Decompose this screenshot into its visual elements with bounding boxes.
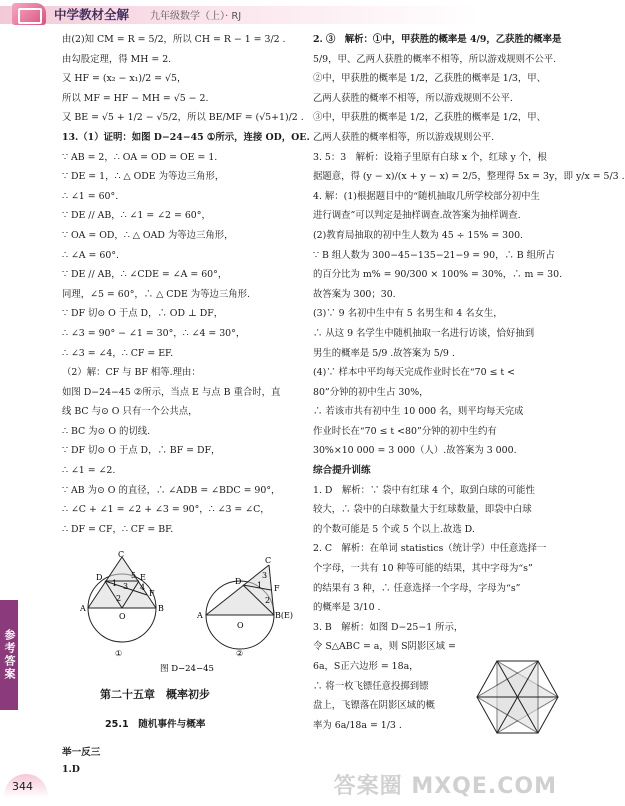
label-e: E [140,573,146,582]
line: (2)教育局抽取的初中生人数为 45 ÷ 15% = 300. [313,229,524,241]
line: 较大，∴ 袋中的白球数量大于红球数量，即袋中白球 [313,504,532,516]
line: 个字母，一共有 10 种等可能的结果，其中字母为“s” [313,563,533,575]
answer-item: 1.D [62,764,80,775]
figure-d-24-45 [60,550,310,674]
label-d: D [96,573,103,582]
line: 乙两人获胜的概率不相等，所以游戏规则不公平. [313,92,513,104]
line: ∵ B 组人数为 300−45−135−21−9 = 90，∴ B 组所占 [313,249,555,261]
hexagon-figure [475,655,560,740]
line: ∴ DF = CF，∴ CF = BF. [62,523,174,535]
line: 乙两人获胜的概率相等，所以游戏规则公平. [313,131,495,143]
line: ②中，甲获胜的概率是 1/2，乙获胜的概率是 1/3，甲、 [313,73,547,85]
line: ∴ BC 为⊙ O 的切线. [62,425,151,437]
label-c: C [118,550,125,559]
line: 3. B 解析：如图 D−25−1 所示， [313,621,464,633]
line: ∴ ∠1 = 60°. [62,190,119,202]
label-f: F [149,589,155,598]
line-q2: 2. ③ 解析：①中，甲获胜的概率是 4/9，乙获胜的概率是 [313,34,562,45]
line: ∴ ∠C + ∠1 = ∠2 + ∠3 = 90°，∴ ∠3 = ∠C， [62,504,270,516]
label-n2: 2 [116,594,122,603]
line: ∴ 若该市共有初中生 10 000 名，则平均每天完成 [313,406,524,418]
page-number: 344 [12,780,33,793]
line: 进行调查”可以判定是抽样调查.故答案为抽样调查. [313,210,521,222]
line: 由(2)知 CM = R = 5/2，所以 CH = R − 1 = 3/2 . [62,34,286,45]
label-c2: C [265,556,272,565]
label-a: A [80,604,86,613]
label-n3: 3 [123,582,129,591]
section-title: 25.1 随机事件与概率 [105,719,206,730]
figure-caption: 图 D−24−45 [160,664,214,674]
line: ③中，甲获胜的概率是 1/2，乙获胜的概率是 1/2，甲、 [313,112,547,124]
line: 令 S△ABC = a，则 S阴影区域 = [313,641,456,653]
line: ∴ ∠A = 60°. [62,249,119,261]
line: ∵ AB = 2，∴ OA = OD = OE = 1. [62,151,218,163]
line: ∴ 从这 9 名学生中随机抽取一名进行访谈，恰好抽到 [313,327,535,339]
page-number-badge [0,774,52,800]
figure-d-25-1 [475,655,560,740]
line: 据题意，得 (y − x)/(x + y − x) = 2/5，整理得 5x = 3y，即 y/x = 5/3 . [313,171,625,183]
line: ∵ OA = OD，∴ △ OAD 为等边三角形， [62,229,234,241]
line: 的概率是 3/10 . [313,602,381,614]
left-column [62,30,310,539]
line: 又 BE = √5 + 1/2 − √5/2，所以 BE/MF = (√5+1)/2 . [62,112,304,124]
line: 6a，S正六边形 = 18a， [313,661,419,672]
right-column [313,30,625,735]
book-logo-icon [12,3,46,25]
line: 所以 MF = HF − MH = √5 − 2. [62,92,209,104]
line: ∴ ∠3 = ∠4，∴ CF = EF. [62,347,174,359]
line: 的结果有 3 种，∴ 任意选择一个字母，字母为“s” [313,582,521,594]
line: ∵ DF 切⊙ O 于点 D，∴ OD ⊥ DF， [62,308,224,320]
geometry-figure [60,550,310,674]
label-fig1: ① [115,649,123,658]
line: ∴ 将一枚飞镖任意投掷到镖 [313,680,429,692]
watermark: 答案圈 MXQE.COM [333,774,557,799]
line: 的个数可能是 5 个或 5 个以上.故选 D. [313,523,475,535]
line: 又 HF = (x₂ − x₁)/2 = √5， [62,73,187,85]
line: 3. 5：3 解析：设箱子里原有白球 x 个，红球 y 个，根 [313,151,547,163]
line: 如图 D−24−45 ②所示，当点 E 与点 B 重合时，直 [62,386,281,398]
line: （2）解：CF 与 BF 相等.理由： [62,367,201,379]
label-n2-2: 2 [265,596,271,605]
line: 故答案为 300；30. [313,288,396,300]
section-comprehensive: 综合提升训练 [313,465,371,477]
label-o: O [119,612,126,621]
line: 作业时长在“70 ≤ t <80”分钟的初中生约有 [313,425,497,437]
label-n1: 1 [112,579,118,588]
label-d2: D [235,577,242,586]
line: 率为 6a/18a = 1/3 . [313,719,402,731]
line: 由勾股定理，得 MH = 2. [62,53,172,65]
subsection-label: 举一反三 [62,747,101,758]
line: 2. C 解析：在单词 statistics（统计学）中任意选择一 [313,543,547,555]
line: 80”分钟的初中生占 30%， [313,386,429,398]
sidebar-tab: 参考答案 [0,600,18,710]
label-f2: F [274,584,280,593]
book-subtitle: 九年级数学（上）· RJ [150,11,242,22]
label-fig2: ② [236,649,244,658]
line: (4)∵ 样本中平均每天完成作业时长在“70 ≤ t < [313,367,516,379]
label-n4: 4 [140,583,146,592]
line: ∵ DE = 1，∴ △ ODE 为等边三角形， [62,171,225,183]
line: ∵ DE // AB，∴ ∠CDE = ∠A = 60°， [62,269,228,281]
line: ∵ DF 切⊙ O 于点 D，∴ BF = DF， [62,445,221,457]
line: ∵ DE // AB，∴ ∠1 = ∠2 = 60°， [62,210,211,222]
line: 4. 解：(1)根据题目中的“随机抽取几所学校部分初中生 [313,190,540,202]
line: 的百分比为 m% = 90/300 × 100% = 30%，∴ m = 30. [313,269,563,281]
line: (3)∵ 9 名初中生中有 5 名男生和 4 名女生， [313,308,503,320]
line: 同理，∠5 = 60°，∴ △ CDE 为等边三角形. [62,288,251,300]
line: ∴ ∠1 = ∠2. [62,465,116,477]
label-n3-2: 3 [262,571,268,580]
label-o2: O [237,621,244,630]
label-a2: A [197,611,203,620]
line: 30%×10 000 = 3 000（人）.故答案为 3 000. [313,445,517,457]
line-q13: 13.（1）证明：如图 D−24−45 ①所示，连接 OD，OE. [62,131,310,143]
label-n5: 5 [131,571,137,580]
book-brand: 中学教材全解 [54,7,130,22]
page-header [0,0,565,28]
line: 盘上，飞镖落在阴影区域的概 [313,700,435,712]
chapter-title: 第二十五章 概率初步 [100,688,210,701]
line: 线 BC 与⊙ O 只有一个公共点， [62,406,198,418]
line: 男生的概率是 5/9 .故答案为 5/9 . [313,347,455,359]
label-n1-2: 1 [257,581,263,590]
line: ∵ AB 为⊙ O 的直径，∴ ∠ADB = ∠BDC = 90°， [62,484,281,496]
line: ∴ ∠3 = 90° − ∠1 = 30°，∴ ∠4 = 30°， [62,327,246,339]
label-b: B [158,604,164,613]
line: 5/9，甲、乙两人获胜的概率不相等，所以游戏规则不公平. [313,53,557,65]
label-b2: B(E) [275,611,293,620]
line: 1. D 解析：∵ 袋中有红球 4 个，取到白球的可能性 [313,484,535,496]
